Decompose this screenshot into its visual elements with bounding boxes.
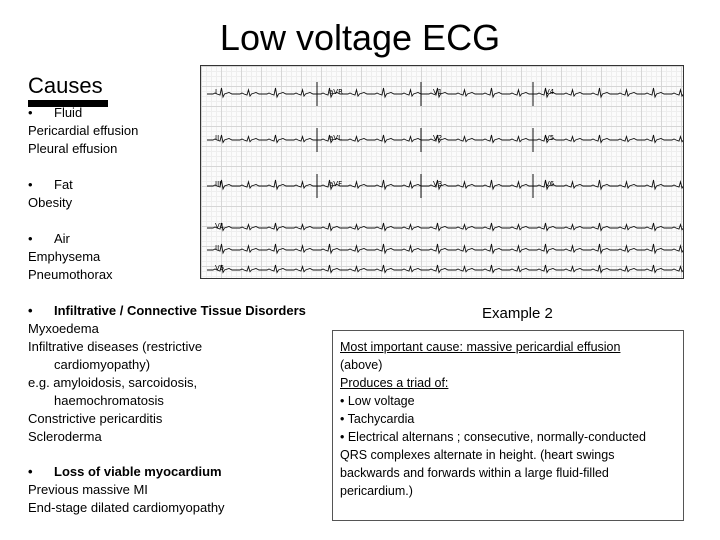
cause-group-fluid bbox=[28, 104, 138, 158]
category-label: Fat bbox=[54, 177, 73, 192]
info-line: backwards and forwards within a large fluid-filled bbox=[340, 466, 609, 480]
lead-label: II bbox=[215, 244, 220, 252]
cause-item: Pneumothorax bbox=[28, 267, 113, 282]
lead-label: V6 bbox=[545, 180, 555, 188]
bullet: • bbox=[28, 464, 33, 479]
ecg-lead-trace bbox=[207, 223, 683, 231]
info-line: (above) bbox=[340, 358, 383, 372]
cause-item: Constrictive pericarditis bbox=[28, 411, 163, 426]
cause-item: Pericardial effusion bbox=[28, 123, 139, 138]
cause-group-infiltrative bbox=[28, 302, 306, 446]
info-line: • Electrical alternans ; consecutive, normally-conducted bbox=[340, 430, 646, 444]
cause-item: Myxoedema bbox=[28, 321, 99, 336]
cause-item: Emphysema bbox=[28, 249, 101, 264]
example-label: Example 2 bbox=[482, 305, 553, 322]
ecg-lead-trace bbox=[207, 265, 683, 273]
cause-item: cardiomyopathy) bbox=[54, 357, 151, 372]
bullet: • bbox=[28, 303, 33, 318]
category-label: Fluid bbox=[54, 105, 83, 120]
cause-group-air bbox=[28, 230, 113, 284]
bullet: • bbox=[28, 231, 33, 246]
lead-label: I bbox=[215, 88, 218, 96]
cause-item: Obesity bbox=[28, 195, 73, 210]
info-line: • Low voltage bbox=[340, 394, 415, 408]
lead-label: III bbox=[215, 180, 222, 188]
category-label: Loss of viable myocardium bbox=[54, 464, 222, 479]
cause-item: Infiltrative diseases (restrictive bbox=[28, 339, 203, 354]
bullet: • bbox=[28, 177, 33, 192]
ecg-lead-trace bbox=[207, 88, 683, 97]
lead-label: V5 bbox=[545, 134, 555, 142]
cause-group-fat bbox=[28, 176, 73, 212]
cause-item: Previous massive MI bbox=[28, 482, 148, 497]
info-line: Most important cause: massive pericardial effusion bbox=[340, 340, 621, 354]
slide-title: Low voltage ECG bbox=[219, 17, 501, 58]
lead-label: V1 bbox=[215, 222, 225, 230]
category-label: Infiltrative / Connective Tissue Disorders bbox=[54, 303, 306, 318]
cause-item: haemochromatosis bbox=[54, 393, 164, 408]
lead-label: II bbox=[215, 134, 220, 142]
info-line: QRS complexes alternate in height. (heart swings bbox=[340, 448, 615, 462]
info-line: • Tachycardia bbox=[340, 412, 415, 426]
lead-label: aVL bbox=[329, 134, 342, 142]
cause-group-myocardium bbox=[28, 463, 225, 517]
cause-item: Scleroderma bbox=[28, 429, 102, 444]
cause-item: e.g. amyloidosis, sarcoidosis, bbox=[28, 375, 198, 390]
lead-label: V2 bbox=[433, 134, 443, 142]
lead-label: V4 bbox=[545, 88, 555, 96]
info-line: pericardium.) bbox=[340, 484, 413, 498]
lead-label: V3 bbox=[433, 180, 443, 188]
ecg-lead-trace bbox=[207, 244, 683, 253]
cause-item: Pleural effusion bbox=[28, 141, 118, 156]
causes-heading: Causes bbox=[28, 73, 103, 98]
ecg-trace bbox=[201, 66, 683, 278]
lead-label: V1 bbox=[433, 88, 443, 96]
info-line: Produces a triad of: bbox=[340, 376, 449, 390]
cause-item: End-stage dilated cardiomyopathy bbox=[28, 500, 225, 515]
bullet: • bbox=[28, 105, 33, 120]
lead-label: V5 bbox=[215, 264, 225, 272]
ecg-strip-image bbox=[200, 65, 684, 279]
ecg-lead-trace bbox=[207, 180, 683, 189]
lead-label: aVR bbox=[329, 88, 343, 96]
category-label: Air bbox=[54, 231, 70, 246]
info-box bbox=[332, 330, 684, 521]
lead-label: aVF bbox=[329, 180, 343, 188]
ecg-lead-trace bbox=[207, 135, 683, 143]
